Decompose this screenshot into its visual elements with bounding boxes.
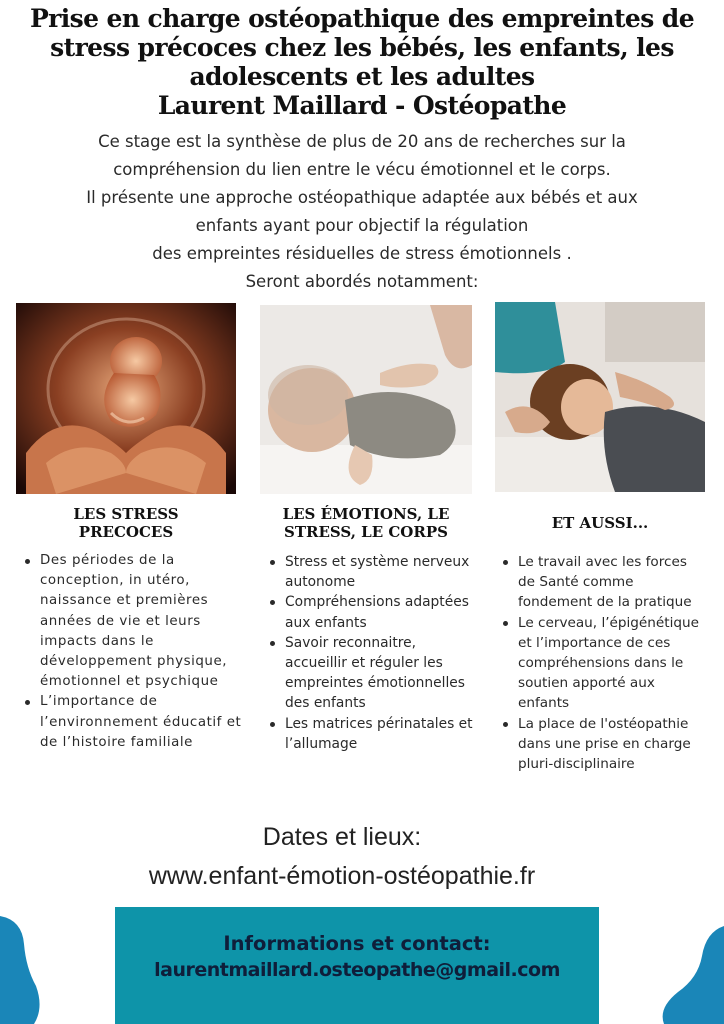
contact-email[interactable]: laurentmaillard.osteopathe@gmail.com [154, 959, 560, 981]
intro-line-3: Il présente une approche ostéopathique adaptée aux bébés et aux [86, 188, 638, 207]
intro-paragraph [30, 128, 694, 296]
intro-line-1: Ce stage est la synthèse de plus de 20 ans de recherches sur la [98, 132, 626, 151]
dates-label: Dates et lieux: [262, 823, 422, 851]
column-title-emotions [258, 505, 474, 541]
intro-line-5: des empreintes résiduelles de stress émotionnels . [152, 244, 572, 263]
page-title [10, 4, 714, 120]
author-line: Laurent Maillard - Ostéopathe [157, 91, 567, 120]
contact-box [115, 907, 599, 1024]
title-line-3: adolescents et les adultes [189, 62, 535, 91]
contact-heading: Informations et contact: [223, 932, 491, 955]
intro-line-6: Seront abordés notamment: [245, 272, 479, 291]
column-title-early-stress [16, 505, 236, 541]
column-title-line: LES ÉMOTIONS, LE [282, 505, 450, 523]
title-line-2: stress précoces chez les bébés, les enfants, les [50, 33, 674, 62]
column-title-line: STRESS, LE CORPS [284, 523, 448, 541]
list-item: Compréhensions adaptées aux enfants [267, 592, 479, 632]
list-item: Savoir reconnaitre, accueillir et réguler les empreintes émotionnelles des enfants [267, 633, 479, 714]
list-item: Des périodes de la conception, in utéro, naissance et premières années de vie et leurs impacts dans le développement physique, émotionnel et psychique [22, 551, 254, 692]
decorative-blob-right [656, 926, 724, 1024]
column-title-also [495, 514, 705, 532]
column-title-line: ET AUSSI... [551, 514, 649, 532]
list-item: Le travail avec les forces de Santé comme fondement de la pratique [500, 552, 708, 613]
list-item: La place de l'ostéopathie dans une prise en charge pluri-disciplinaire [500, 714, 708, 775]
intro-line-2: compréhension du lien entre le vécu émotionnel et le corps. [113, 160, 611, 179]
list-item: Le cerveau, l’épigénétique et l’importance de ces compréhensions dans le soutien apporté aux enfants [500, 613, 708, 714]
column-title-line: LES STRESS [73, 505, 179, 523]
emotions-list [267, 552, 479, 754]
list-item: L’importance de l’environnement éducatif et de l’histoire familiale [22, 692, 254, 753]
title-line-1: Prise en charge ostéopathique des empreintes de [29, 4, 694, 33]
fetus-in-hands-photo [16, 303, 236, 494]
list-item: Les matrices périnatales et l’allumage [267, 714, 479, 754]
also-list [500, 552, 708, 774]
column-title-line: PRECOCES [78, 523, 174, 541]
list-item: Stress et système nerveux autonome [267, 552, 479, 592]
website-link[interactable]: www.enfant-émotion-ostéopathie.fr [148, 862, 536, 890]
decorative-blob-left [0, 916, 40, 1024]
child-osteopathy-photo [495, 302, 705, 492]
intro-line-4: enfants ayant pour objectif la régulation [195, 216, 529, 235]
early-stress-list [22, 551, 254, 753]
baby-lying-photo [260, 305, 472, 494]
